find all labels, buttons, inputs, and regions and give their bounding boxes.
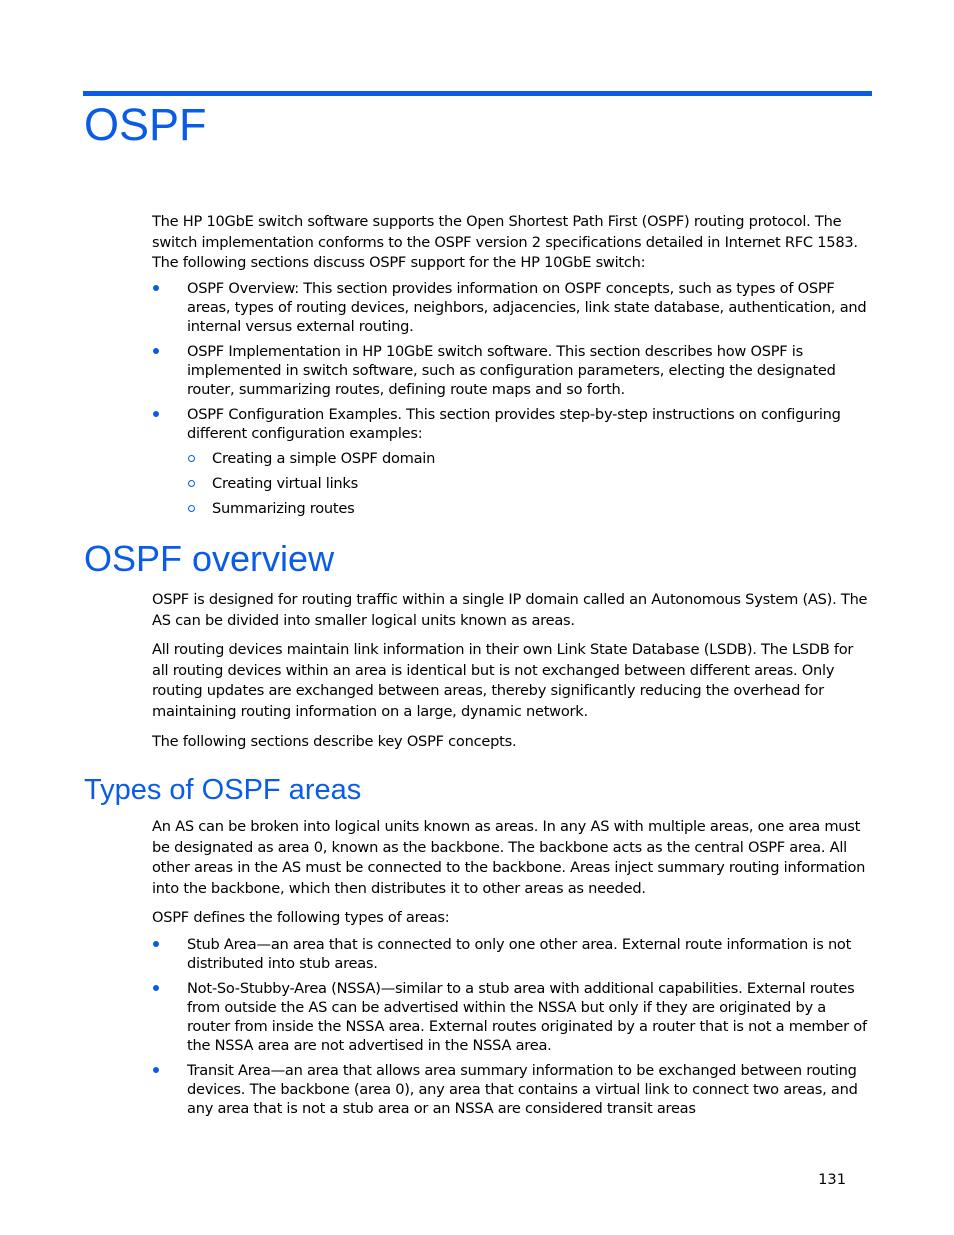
bullet-dot-icon: [153, 285, 159, 291]
bullet-circle-icon: [188, 480, 195, 487]
chapter-intro-section: [152, 212, 868, 518]
list-item: OSPF Implementation in HP 10GbE switch software. This section describes how OSPF is implemented in switch software, such as configuration parameters, electing the designated router, summarizing routes, defining route maps and so forth.: [152, 342, 868, 399]
areas-paragraph: OSPF defines the following types of areas:: [152, 909, 450, 927]
list-item: Transit Area—an area that allows area summary information to be exchanged between routing devices. The backbone (area 0), any area that contains a virtual link to connect two areas, and any area that is not a stub area or an NSSA are considered transit areas: [152, 1061, 868, 1118]
bullet-dot-icon: [153, 348, 159, 354]
bullet-dot-icon: [153, 1067, 159, 1073]
sub-list-item: Creating a simple OSPF domain: [187, 449, 868, 468]
bullet-circle-icon: [188, 505, 195, 512]
overview-section: [152, 590, 868, 752]
sub-list-item: Summarizing routes: [187, 499, 868, 518]
bullet-dot-icon: [153, 411, 159, 417]
areas-section: [152, 817, 868, 1118]
bullet-dot-icon: [153, 941, 159, 947]
chapter-intro-paragraph: The HP 10GbE switch software supports the Open Shortest Path First (OSPF) routing protocol. The switch implementation conforms to the OSPF version 2 specifications detailed in Internet RFC 1583. The following sections discuss OSPF support for the HP 10GbE switch:: [152, 213, 858, 272]
chapter-bullet-list: [152, 279, 868, 518]
list-item: Stub Area—an area that is connected to only one other area. External route information is not distributed into stub areas.: [152, 935, 868, 973]
overview-paragraph: All routing devices maintain link information in their own Link State Database (LSDB). The LSDB for all routing devices within an area is identical but is not exchanged between different areas. Only routing updates are exchanged between areas, thereby significantly reducing the overhead for maintaining routing information on a large, dynamic network.: [152, 641, 854, 720]
chapter-title: OSPF: [84, 99, 207, 150]
page-number: 131: [818, 1171, 846, 1188]
section-heading-areas: Types of OSPF areas: [84, 774, 362, 806]
bullet-circle-icon: [188, 455, 195, 462]
areas-bullet-list: [152, 935, 868, 1118]
overview-paragraph: The following sections describe key OSPF concepts.: [152, 732, 517, 750]
list-item: OSPF Overview: This section provides information on OSPF concepts, such as types of OSPF areas, types of routing devices, neighbors, adjacencies, link state database, authentication, and internal versus external routing.: [152, 279, 868, 336]
overview-paragraph: OSPF is designed for routing traffic within a single IP domain called an Autonomous System (AS). The AS can be divided into smaller logical units known as areas.: [152, 591, 868, 629]
sub-list-item: Creating virtual links: [187, 474, 868, 493]
section-heading-overview: OSPF overview: [84, 538, 335, 579]
areas-paragraph: An AS can be broken into logical units known as areas. In any AS with multiple areas, one area must be designated as area 0, known as the backbone. The backbone acts as the central OSPF area. All other areas in the AS must be connected to the backbone. Areas inject summary routing information into the backbone, which then distributes it to other areas as needed.: [152, 818, 866, 897]
list-item: Not-So-Stubby-Area (NSSA)—similar to a stub area with additional capabilities. External routes from outside the AS can be advertised within the NSSA but only if they are originated by a router from inside the NSSA area. External routes originated by a router that is not a member of the NSSA area are not advertised in the NSSA area.: [152, 979, 868, 1055]
sub-bullet-list: [187, 449, 868, 518]
bullet-dot-icon: [153, 985, 159, 991]
list-item: OSPF Configuration Examples. This section provides step-by-step instructions on configuring different configuration examples: Creating a simple OSPF domain Creating virtual links Summarizing routes: [152, 405, 868, 518]
